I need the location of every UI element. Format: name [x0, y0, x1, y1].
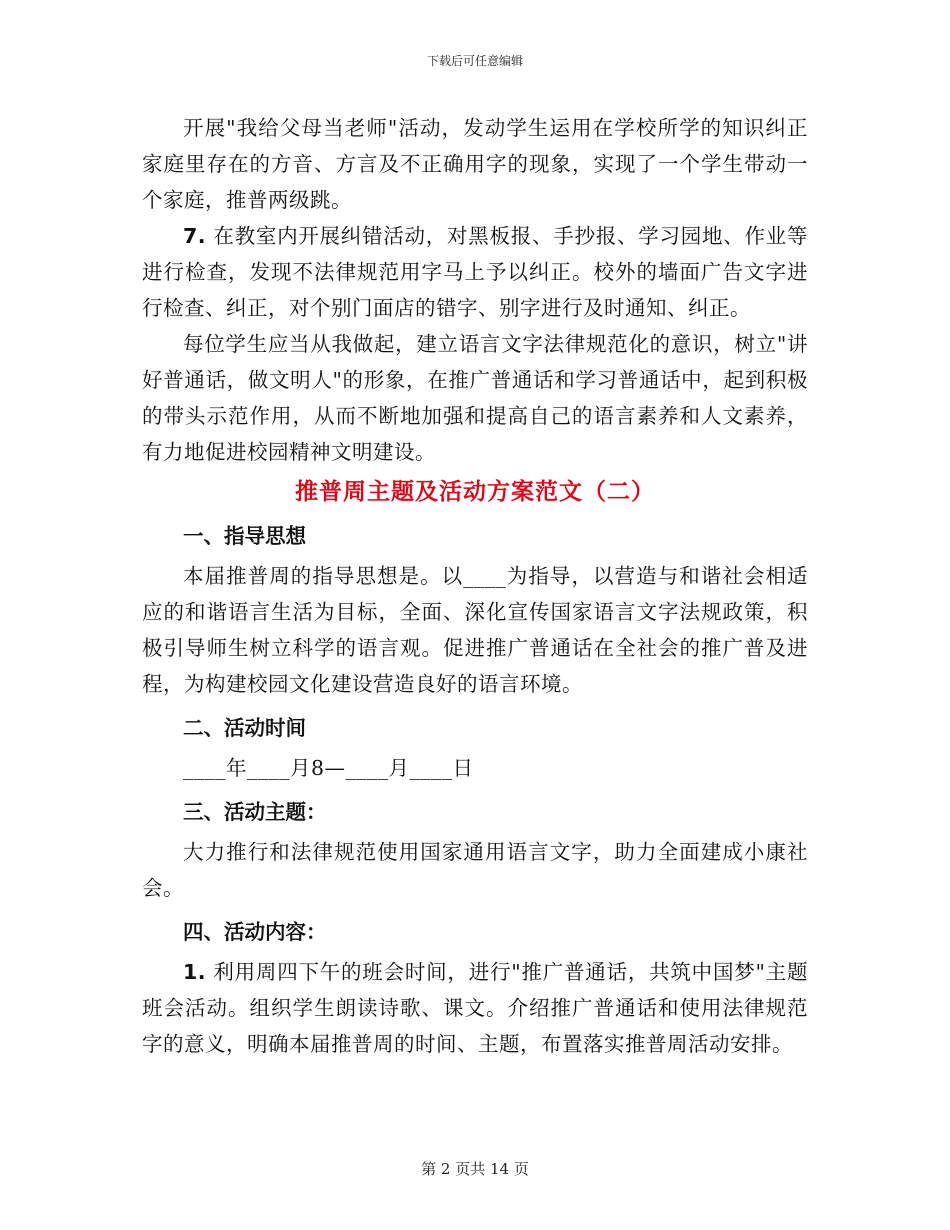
- content-item-1-text: 利用周四下午的班会时间，进行"推广普通话，共筑中国梦"主题班会活动。组织学生朗读诗歌、课文。介绍推广普通话和使用法律规范字的意义，明确本届推普周的时间、主题，布置落实推普周活动安排。: [142, 960, 808, 1056]
- section-title: 推普周主题及活动方案范文（二）: [295, 479, 655, 505]
- item-7-text: 在教室内开展纠错活动，对黑板报、手抄报、学习园地、作业等进行检查，发现不法律规范用字马上予以纠正。校外的墙面广告文字进行检查、纠正，对个别门面店的错字、别字进行及时通知、纠正。: [142, 224, 808, 320]
- item-number: 1.: [183, 960, 207, 984]
- paragraph-every-student: 每位学生应当从我做起，建立语言文字法律规范化的意识，树立"讲好普通话，做文明人"的形象，在推广普通话和学习普通话中，起到积极的带头示范作用，从而不断地加强和提高自己的语言素养和人文素养，有力地促进校园精神文明建设。: [142, 332, 808, 464]
- heading-activity-time: 二、活动时间: [183, 716, 306, 740]
- heading-activity-content: 四、活动内容：: [183, 920, 327, 944]
- page-footer: 第 2 页共 14 页: [421, 1160, 529, 1178]
- paragraph-guiding-ideology: 本届推普周的指导思想是。以____为指导，以营造与和谐社会相适应的和谐语言生活为目标，全面、深化宣传国家语言文字法规政策，积极引导师生树立科学的语言观。促进推广普通话在全社会的推广普及进程，为构建校园文化建设营造良好的语言环境。: [142, 564, 808, 696]
- item-number: 7.: [183, 224, 207, 248]
- paragraph-content-item-1: [142, 954, 808, 1062]
- paragraph-item-7: [142, 218, 808, 326]
- paragraph-activity-theme: 大力推行和法律规范使用国家通用语言文字，助力全面建成小康社会。: [142, 840, 808, 900]
- document-body: [142, 110, 808, 1062]
- page-header: 下载后可任意编辑: [426, 54, 523, 68]
- heading-guiding-ideology: 一、指导思想: [183, 524, 306, 548]
- heading-activity-theme: 三、活动主题：: [183, 800, 327, 824]
- paragraph-parents-teacher: 开展"我给父母当老师"活动，发动学生运用在学校所学的知识纠正家庭里存在的方音、方言及不正确用字的现象，实现了一个学生带动一个家庭，推普两级跳。: [142, 116, 808, 212]
- paragraph-activity-time: ____年____月8—____月____日: [183, 756, 474, 780]
